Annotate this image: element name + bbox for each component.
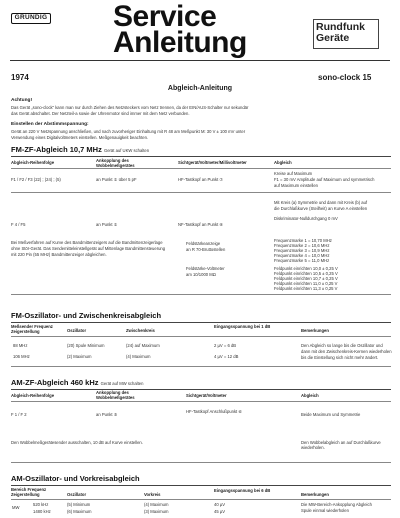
s2-r1-note: Den Abgleich so lange bis die Oszillator und (301, 343, 383, 348)
year: 1974 (11, 73, 29, 82)
section2-end-rule (11, 366, 391, 367)
fm-if-subtitle: Gerät auf UKW schalten (103, 148, 150, 153)
s4-col-voltage: Eingangsspannung bei 6 dB (214, 488, 271, 493)
grundig-logo: GRUNDIG (11, 13, 51, 24)
s2-col-osc: Oszillator (67, 328, 87, 333)
section1-rule (11, 156, 391, 157)
s3-header-rule (11, 401, 391, 402)
s2-r1-freq: 88 MHz (13, 343, 28, 348)
s4-col-freq: Bereich Frequenz Zeigerstellung (11, 487, 47, 497)
s4-r2-note: Spule einmal wiederholen (301, 508, 349, 513)
doc-heading: Abgleich-Anleitung (167, 85, 233, 92)
s3-r1-adjust: Beide Maximum und Symmetrie (301, 412, 361, 417)
section3-end-rule (11, 462, 391, 463)
s2-header-rule (11, 336, 391, 337)
s1-mid-3: Feldstärke-Voltmeter (186, 266, 225, 271)
s3-r1-scope: HF-Tastkopf Anschlußpunkt ⑥ (186, 409, 243, 414)
s1-freq-6: Feldpunkt einrichten 10,5 ± 0,25 V (274, 271, 338, 276)
s3-r1-coupling: an Punkt ⑤ (96, 412, 118, 417)
s1-row1-order: F1 / F2 / F3 (22) ; (24) ; (5) (11, 177, 61, 182)
s3-note-2: Den Wobbelabgleich an auf Durchlaßkurve wiederholen. (301, 440, 381, 451)
am-osc-heading: AM-Oszillator- und Vorkreisabgleich (11, 474, 140, 483)
s4-col-osc: Oszillator (67, 492, 87, 497)
s1-row1-adjust-1: Kreise auf Maximum (274, 171, 313, 176)
s1-row2-adjust-1: Mit Kreis (a) Symmetrie und dann mit Kreis (b) auf (274, 200, 368, 205)
section2-rule (11, 322, 391, 323)
s1-freq-4: Frequenzmarke 5 = 11,0 MHz (274, 258, 330, 263)
s4-col-pre: Vorkreis (144, 492, 161, 497)
s1-freq-0: Frequenzmarke 1 = 10,70 MHz (274, 238, 332, 243)
s1-freq-1: Frequenzmarke 2 = 10,6 MHz (274, 243, 330, 248)
s1-row1-adjust-3: auf Maximum einstellen (274, 183, 318, 188)
fm-if-heading (11, 145, 149, 154)
s4-header-rule (11, 499, 391, 500)
s1-row2-scope: NF-Tastkopf an Punkt ⑨ (178, 222, 224, 227)
s1-col-coupling: Ankopplung des Wobbelmeßgerätes (96, 158, 135, 168)
s2-r2-inter: (4) Maximum (126, 354, 151, 359)
s4-band: MW (12, 505, 20, 510)
s2-r2-osc: (2) Maximum (67, 354, 92, 359)
s1-header-rule (11, 168, 391, 169)
am-if-title: AM-ZF-Abgleich 460 kHz (11, 378, 99, 387)
s1-row2-adjust-3: Diskriminator-Nulldurchgang 0 mV (274, 216, 338, 221)
s1-note-3: mit 220 Pin (55 MHz) Bandmittenzeiger abgleichen. (11, 252, 107, 257)
s1-freq-7: Feldpunkt einrichten 10,7 ± 0,25 V (274, 276, 338, 281)
category-frame (313, 19, 379, 49)
s1-row1-scope: HF-Tastkopf an Punkt ⑦ (178, 177, 224, 182)
title-line-anleitung: Anleitung (113, 26, 247, 59)
s1-row2-order: F 4 / F5 (11, 222, 26, 227)
fm-osc-heading: FM-Oszillator- und Zwischenkreisabgleich (11, 311, 162, 320)
settings-text-2: Verwendung eines Digitalvoltmeters einstellen. Meßgenauigkeit beachten. (11, 135, 149, 140)
s2-r2-freq: 106 MHz (13, 354, 30, 359)
s1-note-1: Bei Meßverfahren auf Kurve des Bandmittenzeigers auf die Bandmittenzeigerlage (11, 240, 163, 245)
s4-r1-note: Die MW-Bereich-Ankopplung Abgleich (301, 502, 372, 507)
s4-col-notes: Bemerkungen (301, 492, 329, 497)
s3-r1-order: F 1 / F 2 (11, 412, 27, 417)
s1-mid-2: an R 70-Bruttostellen (186, 247, 226, 252)
section3-rule (11, 389, 391, 390)
s4-r2-volt: 45 µV (214, 509, 226, 514)
s2-r3-note: bis die Einstellung sich nicht mehr ändert. (301, 355, 379, 360)
s4-r1-freq: 520 kHz (33, 502, 49, 507)
s3-col-adjust: Abgleich (301, 393, 319, 398)
s1-mid-1: Feldstärkeanzeige (186, 241, 221, 246)
s3-col-coupling: Ankopplung des Wobbelmeßgerätes (96, 390, 135, 400)
s4-r2-osc: (6) Maximum (67, 509, 92, 514)
settings-heading: Einstellen der Abstimmspannung: (11, 122, 89, 127)
s3-col-order: Abgleich-Reihenfolge (11, 393, 55, 398)
s1-row1-adjust-2: F1 = 30 mV Amplitude auf Maximum und symmetrisch (274, 177, 375, 182)
s3-col-scope: Sichtgerät/Voltmeter (186, 393, 227, 398)
s1-freq-8: Feldpunkt einrichten 11,0 ± 0,25 V (274, 281, 338, 286)
s1-mid-4: am 10/1000 MΩ (186, 272, 216, 277)
s1-col-order: Abgleich-Reihenfolge (11, 160, 55, 165)
intro-text-2: das Gerät abschaltet. Der Netzteil-a sowie der Uhrenmotor sind immer mit dem Netz verbunden. (11, 111, 190, 116)
s2-col-voltage: Eingangsspannung bei 1 dB (214, 324, 271, 329)
s3-note-1: Den Wobbelmeßgerätesender ausschalten, 10 dB auf Kurve einstellen. (11, 440, 143, 445)
category-line2: Geräte (316, 32, 350, 44)
document-title (113, 0, 247, 59)
s2-col-freq: Meßsender Frequenz Zeigerstellung (11, 324, 53, 334)
category-line1: Rundfunk (316, 21, 365, 33)
s1-freq-2: Frequenzmarke 3 = 10,9 MHz (274, 248, 330, 253)
s2-r1-osc: (20) Spule Minimum (67, 343, 105, 348)
section4-rule (11, 485, 391, 486)
settings-text-1: Gerät an 220 V Netzspannung anschließen, und nach zuvorheriger Einhaltung mit R 48 am Meßpunkt M: 30 V ± 100 mV unter (11, 129, 246, 134)
s1-row1-rule (11, 192, 391, 193)
s4-r1-osc: (5) Minimum (67, 502, 91, 507)
intro-text-1: Das Gerät „sono-clock“ kann man nur durch Ziehen des Netzsteckers vom Netz trennen, da der EIN/AUS-Schalter nur sekundär (11, 105, 249, 110)
s2-col-notes: Bemerkungen (301, 328, 329, 333)
section1-end-rule (11, 294, 391, 295)
s1-freq-5: Feldpunkt einrichten 10,0 ± 0,25 V (274, 266, 338, 271)
s2-col-inter: Zwischenkreis (126, 328, 155, 333)
s4-r2-freq: 1480 kHz (33, 509, 51, 514)
s1-freq-9: Feldpunkt einrichten 11,3 ± 0,25 V (274, 286, 338, 291)
category-box (316, 22, 374, 44)
s1-row2-coupling: an Punkt ① (96, 222, 118, 227)
s4-r1-pre: (4) Maximum (144, 502, 169, 507)
s2-r1-volt: 2 µV = 6 dB (214, 343, 237, 348)
intro-heading: Achtung! (11, 98, 33, 103)
am-if-subtitle: Gerät auf MW schalten (100, 381, 144, 386)
s1-row2-adjust-2: die Durchlaßkurve (Steilheit) an Kurve A einstellen (274, 206, 368, 211)
title-line-service: Service (113, 0, 217, 33)
s1-row1-coupling: an Punkt ① über 5 pF (96, 177, 137, 182)
fm-if-title: FM-ZF-Abgleich 10,7 MHz (11, 145, 102, 154)
s2-r1-inter: (24) auf Maximum (126, 343, 160, 348)
s4-r2-pre: (3) Maximum (144, 509, 169, 514)
s1-freq-3: Frequenzmarke 4 = 10,0 MHz (274, 253, 330, 258)
s1-col-scope: Sichtgerät/Voltmeter/Millivoltmeter (178, 160, 247, 165)
s1-note-2: ohne Stör-Gerät. Das Sendemitteleinstellgerät auf Mittenlage Bandmittensteuerung (11, 246, 166, 251)
model-name: sono-clock 15 (318, 73, 372, 82)
am-if-heading (11, 378, 143, 387)
header-rule (10, 60, 390, 61)
s2-r2-volt: 4 µV = 12 dB (214, 354, 239, 359)
s2-r2-note: dann mit den Zwischenkreis-Kernen wiederholen (301, 349, 392, 354)
s4-r1-volt: 40 µV (214, 502, 226, 507)
s1-col-adjust: Abgleich (274, 160, 292, 165)
